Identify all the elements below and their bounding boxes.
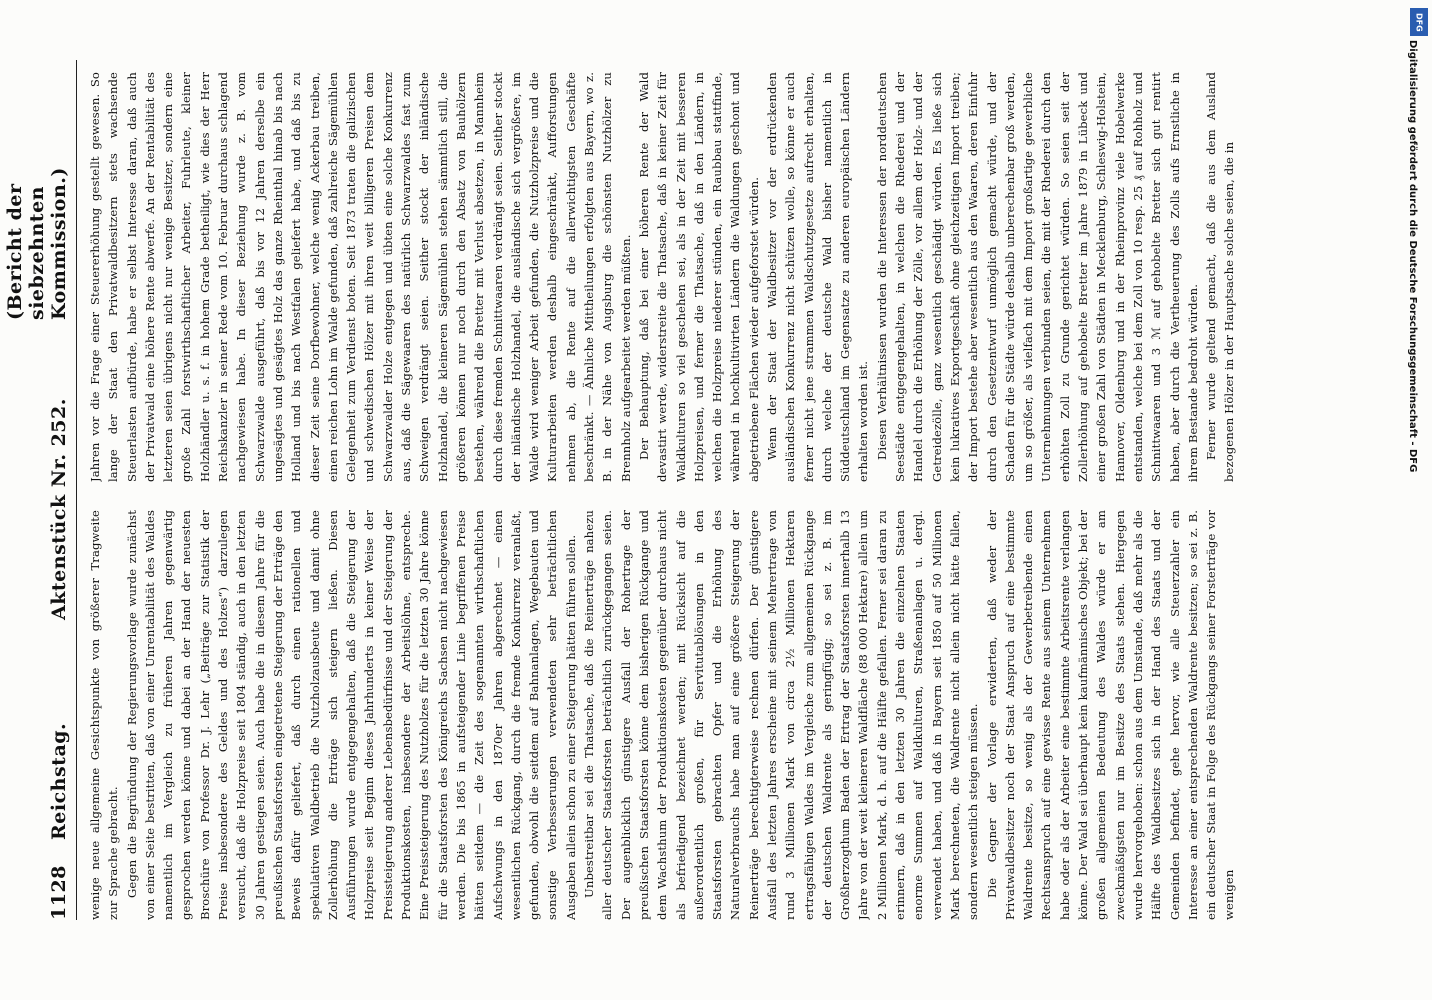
paragraph: Jahren vor die Frage einer Steuererhöhung gestellt gewesen. So lange der Staat den Privatwaldbesitzern stets wachsende Steuerlasten aufbürde, habe er selbst Interesse daran, daß auch der Privatwald eine höhere Rente abwerfe. An der Rentabilität des letzteren seien übrigens nicht nur wenige Besitzer, sondern eine große Zahl forstwirthschaftlicher Arbeiter, Fuhrleute, kleiner Holzhändler u. s. f. in hohem Grade betheiligt, wie dies der Herr Reichskanzler in seiner Rede vom 10. Februar durchaus schlagend nachgewiesen habe. In dieser Beziehung wurde z. B. vom Schwarzwalde ausgeführt, daß bis vor 12 Jahren derselbe ein ungesägtes und gesägtes Holz das ganze Rheinthal hinab bis nach Holland und bis nach Westfalen geliefert habe, und daß bis zu dieser Zeit seine Dorfbewohner, welche wenig Ackerbau treiben, einen reichen Lohn im Walde gefunden, daß zahlreiche Sägemühlen Gelegenheit zum Verdienst boten. Seit 1873 traten die galizischen und schwedischen Hölzer mit ihren weit billigeren Preisen dem Schwarzwalder Holze entgegen und übten eine solche Konkurrenz aus, daß die Sägewaaren des natürlich Schwarzwaldes fast zum Schweigen verdrängt seien. Seither stockt der inländische Holzhandel, die kleineren Sägemühlen stehen sämmtlich still, die größeren können nur noch durch den Absatz von Bauhölzern bestehen, während die Bretter mit Verlust absetzen, in Mannheim durch diese fremden Schnittwaaren verdrängt seien. Seither stockt der inländische Holzhandel, die ausländische sich vergrößere, im Walde wird weniger Arbeit gefunden, die Nutzholzpreise und die Kulturarbeiten werden deshalb eingeschränkt, Aufforstungen nehmen ab, die Rente auf die allerwichtigsten Geschäfte beschränkt. — Ähnliche Mittheilungen erfolgten aus Bayern, wo z. B. in der Nähe von Augsburg die schönsten Nutzhölzer zu Brennholz aufgearbeitet werden müßten. xyxy=(88,72,633,482)
paragraph: Diesen Verhältnissen wurden die Interessen der norddeutschen Seestädte entgegengehalten, in welchen die Rhederei und der Handel durch die Erhöhung der Zölle, vor allem der Holz- und der Getreidezölle, ganz wesentlich geschädigt würden. Es ließe sich kein lukratives Exportgeschäft ohne gleichzeitigen Import treiben; der Import bestehe aber wesentlich aus den Waaren, deren Einfuhr durch den Gesetzentwurf unmöglich gemacht würde, und der Schaden für die Städte würde deshalb unberechenbar groß werden, um so größer, als vielfach mit dem Import großartige gewerbliche Unternehmungen verbunden seien, die mit der Rhederei durch den erhöhten Zoll zu Grunde gerichtet würden. So seien seit der Zollerhöhung auf gehobelte Bretter im Jahre 1879 in Lübeck und einer großen Zahl von Städten in Mecklenburg, Schleswig-Holstein, Hannover, Oldenburg und in der Rheinprovinz viele Hobelwerke entstanden, welche bei dem Zoll von 10 resp. 25 ₰ auf Rohholz und Schnittwaaren und 3 ℳ auf gehobelte Bretter sich gut rentirt haben, aber durch die Vertheuerung des Zolls aufs Ernstliche in ihrem Bestande bedroht würden. xyxy=(874,72,1200,482)
paragraph: Die Gegner der Vorlage erwiderten, daß weder der Privatwaldbesitzer noch der Staat Anspruch auf eine bestimmte Waldrente besitze, so wenig als der Gewerbetreibende einen Rechtsanspruch auf eine gewisse Rente aus seinem Unternehmen habe oder als der Arbeiter eine bestimmte Arbeitsrente verlangen könne. Der Wald sei überhaupt kein kaufmännisches Objekt; bei der großen allgemeinen Bedeutung des Waldes würde er am zweckmäßigsten nur im Besitze des Staats stehen. Hiergegen wurde hervorgehoben: schon aus dem Umstande, daß mehr als die Hälfte des Waldbesitzes sich in der Hand des Staats und der Gemeinden befindet, gehe hervor, wie alle Steuerzahler ein Interesse an einer entsprechenden Waldrente besitzen; so sei z. B. ein deutscher Staat in Folge des Rückgangs seiner Forsterträge vor wenigen xyxy=(984,510,1237,920)
paragraph: wenige neue allgemeine Gesichtspunkte von größerer Tragweite zur Sprache gebracht. xyxy=(88,510,121,920)
text-column-left xyxy=(86,510,1326,920)
dfg-logo: DFG xyxy=(1410,8,1428,36)
paragraph: Wenn der Staat der Waldbesitzer vor der erdrückenden ausländischen Konkurrenz nicht schützen wolle, so könne er auch ferner nicht jene strammen Waldschutzgesetze aufrecht erhalten, durch welche der deutsche Wald bisher namentlich in Süddeutschland im Gegensatze zu anderen europäischen Ländern erhalten worden ist. xyxy=(764,72,871,482)
credit-text: Digitalisierung gefördert durch die Deutsche Forschungsgemeinschaft - DFG xyxy=(1407,40,1418,473)
header-left: Reichstag. xyxy=(48,722,70,840)
digitization-credit xyxy=(1408,10,1428,990)
header-middle: Aktenstück Nr. 252. xyxy=(48,398,70,620)
paragraph: Der Behauptung, daß bei einer höheren Rente der Wald devastirt werde, widerstreite die Thatsache, daß in keiner Zeit für Waldkulturen so viel geschehen sei, als in der Zeit mit besseren Holzpreisen, und ferner die Thatsache, daß in den Ländern, in welchen die Holzpreise niederer stünden, ein Raubbau stattfinde, während in hochkultivirten Ländern die Waldungen geschont und abgetriebene Flächen wieder aufgeforstet würden. xyxy=(636,72,761,482)
paragraph: Ferner wurde geltend gemacht, daß die aus dem Ausland bezogenen Hölzer in der Hauptsache solche seien, die in xyxy=(1204,72,1237,482)
text-column-right xyxy=(86,72,1326,482)
page-header xyxy=(4,60,77,920)
paragraph: Gegen die Begründung der Regierungsvorlage wurde zunächst von einer Seite bestritten, daß von einer Unrentabilität des Waldes namentlich im Vergleich zu früheren Jahren gegenwärtig gesprochen werden könne und dabei an der Hand der neuesten Broschüre von Professor Dr. J. Lehr („Beiträge zur Statistik der Preise insbesondere des Geldes und des Holzes“) darzulegen versucht, daß die Holzpreise seit 1804 ständig, auch in den letzten 30 Jahren gestiegen seien. Auch habe die in diesem Jahre für die preußischen Staatsforsten eingetretene Steigerung der Erträge den Beweis dafür geliefert, daß durch einen rationellen und spekulativen Waldbetrieb die Nutzholzausbeute und damit ohne Zollerhöhung die Erträge sich steigern ließen. Diesen Ausführungen wurde entgegengehalten, daß die Steigerung der Holzpreise seit Beginn dieses Jahrhunderts in keiner Weise der Preissteigerung anderer Lebensbedürfnisse und der Steigerung der Produktionskosten, insbesondere der Arbeitslöhne, entspreche. Eine Preissteigerung des Nutzholzes für die letzten 30 Jahre könne für die Staatsforsten des Königreichs Sachsen nicht nachgewiesen werden. Die bis 1865 in aufsteigender Linie begriffenen Preise hätten seitdem — die Zeit des sogenannten wirthschaftlichen Aufschwungs in den 1870er Jahren abgerechnet — einen wesentlichen Rückgang, durch die fremde Konkurrenz veranlaßt, gefunden, obwohl die seitdem auf Bahnanlagen, Wegebauten und sonstige Verbesserungen verwendeten sehr beträchtlichen Ausgaben allein schon zu einer Steigerung hätten führen sollen. xyxy=(124,510,578,920)
header-right: (Bericht der siebzehnten Kommission.) xyxy=(4,167,70,320)
page-number: 1128 xyxy=(48,865,70,920)
paragraph: Unbestreitbar sei die Thatsache, daß die Reinerträge nahezu aller deutscher Staatsforsten beträchtlich zurückgegangen seien. Der augenblicklich günstigere Ausfall der Rohertrage der preußischen Staatsforsten könne dem bisherigen Rückgange und dem Wachsthum der Produktionskosten gegenüber durchaus nicht als befriedigend bezeichnet werden; mit Rücksicht auf die außerordentlich großen, für Servitutablösungen in den Staatsforsten gebrachten Opfer und die Erhöhung des Naturalverbrauchs habe man auf eine größere Steigerung der Reinerträge berechtigterweise rechnen dürfen. Der günstigere Ausfall des letzten Jahres erscheine mit seinem Mehrertrage von rund 3 Millionen Mark von circa 2½ Millionen Hektaren ertragsfähigen Waldes im Vergleiche zum allgemeinen Rückgange der deutschen Waldrente als geringfügig; so sei z. B. im Großherzogthum Baden der Ertrag der Staatsforsten innerhalb 13 Jahre von der weit kleineren Waldfläche (88 000 Hektare) allein um 2 Millionen Mark, d. h. auf die Hälfte gefallen. Ferner sei daran zu erinnern, daß in den letzten 30 Jahren die einzelnen Staaten enorme Summen auf Waldkulturen, Straßenanlagen u. dergl. verwendet haben, und daß in Bayern seit 1850 auf 50 Millionen Mark berechneten, die Waldrente nicht allein nicht hätte fallen, sondern wesentlich steigen müssen. xyxy=(582,510,981,920)
rotated-document-sheet xyxy=(0,60,1370,1000)
